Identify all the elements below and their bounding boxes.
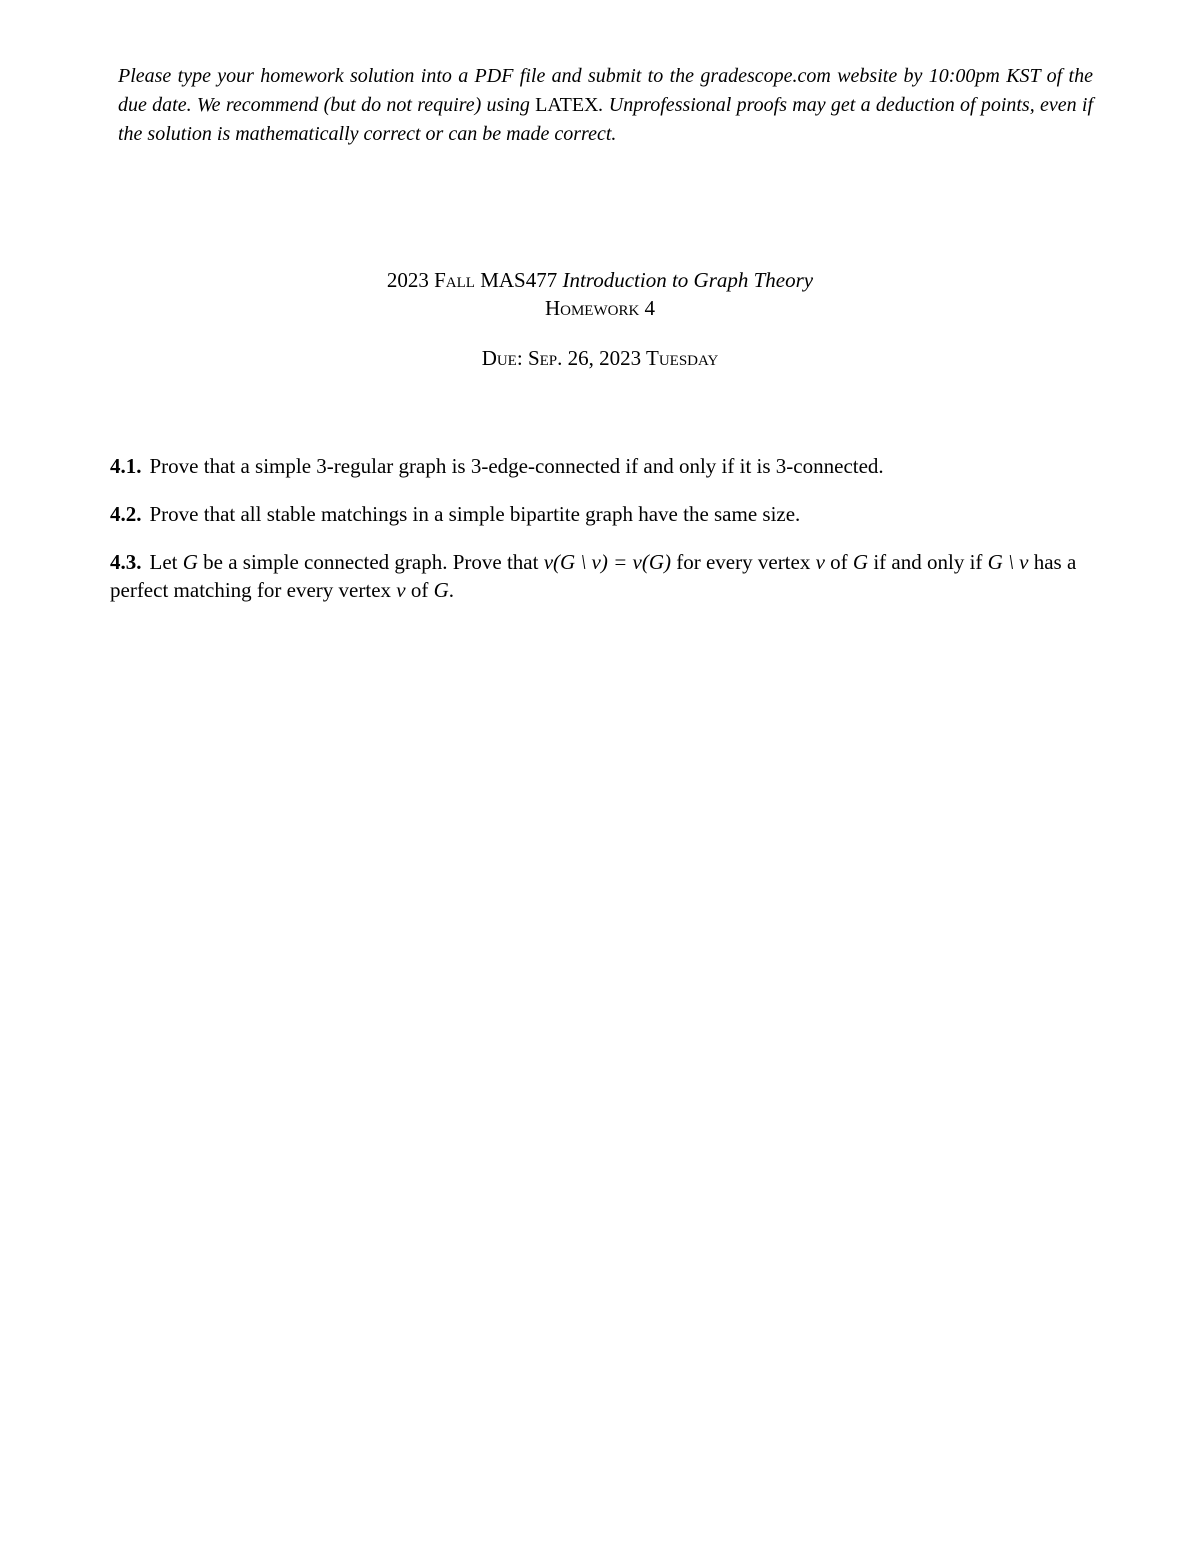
problem-item [110,500,1090,528]
problem-text: be a simple connected graph. Prove that [197,550,544,574]
problem-text: Prove that all stable matchings in a simple bipartite graph have the same size. [149,502,801,526]
problem-text: for every vertex [671,550,816,574]
course-term: Fall [434,268,475,292]
notice-text-start: Please type your homework solution into a PDF file and submit to the gradescope.com website by 10:00pm KST of the due date. We recommend (but do not require) using [118,65,1093,116]
problem-text: has a perfect matching for every vertex [110,550,1077,602]
problem-item [110,548,1090,604]
course-name: Introduction to Graph Theory [562,268,814,292]
math-symbol: G [182,550,198,574]
math-symbol: G [852,550,869,574]
math-symbol: G [433,578,449,602]
problem-number: 4.1. [110,454,142,478]
problem-text: Prove that a simple 3-regular graph is 3-edge-connected if and only if it is 3-connected. [149,454,884,478]
math-expression: G \ v [987,550,1029,574]
problem-number: 4.2. [110,502,142,526]
submission-notice [118,62,1093,149]
due-date: Sep. 26, 2023 [527,346,642,370]
problem-text: Let [149,550,183,574]
notice-text-end: . Unprofessional proofs may get a deduction of points, even if the solution is mathematically correct or can be made correct. [118,94,1093,145]
problem-text: of [824,550,853,574]
homework-title: Homework 4 [544,296,656,320]
course-year: 2023 [386,268,429,292]
course-header [0,266,1200,372]
latex-logo: LATEX [535,94,599,116]
problem-item [110,452,1090,480]
due-date-line [0,344,1200,372]
course-code: MAS477 [480,268,558,292]
course-title-line [0,266,1200,294]
due-day: Tuesday [646,346,719,370]
problem-text: of [405,578,434,602]
math-symbol: v [396,578,406,602]
due-label: Due: [481,346,523,370]
problem-number: 4.3. [110,550,142,574]
math-expression: ν(G \ v) = ν(G) [543,550,671,574]
problem-text: . [448,578,455,602]
math-symbol: v [815,550,825,574]
problem-list [110,452,1090,624]
problem-text: if and only if [868,550,988,574]
